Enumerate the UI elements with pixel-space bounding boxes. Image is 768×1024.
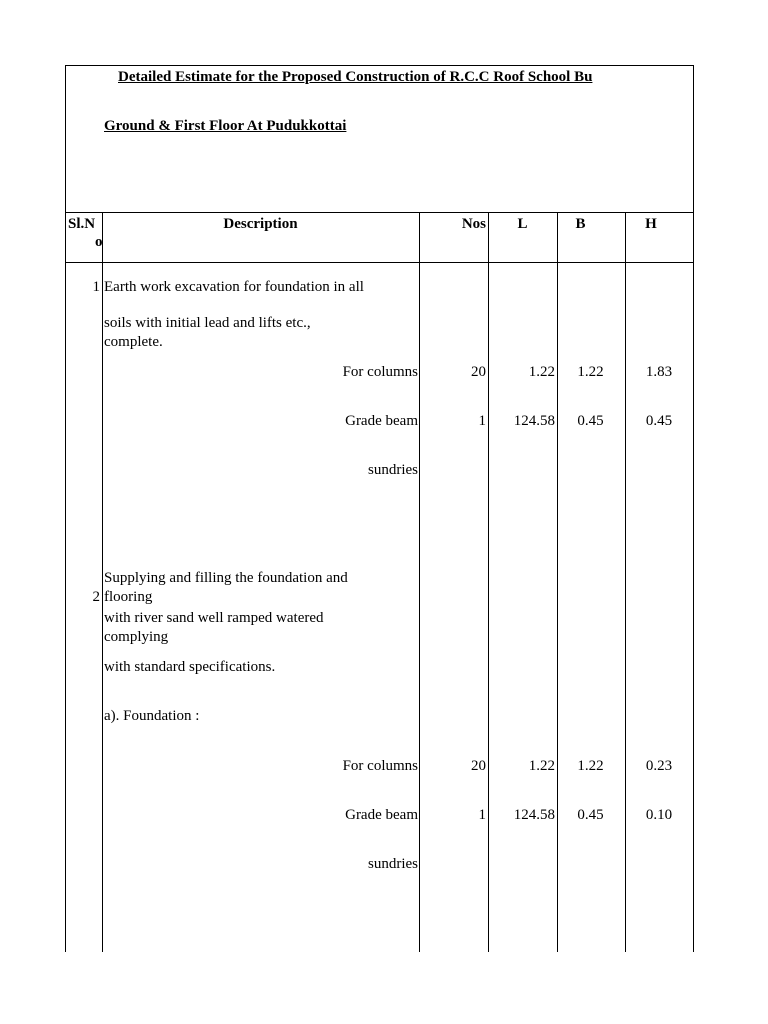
col-divider-b bbox=[625, 212, 626, 952]
item-1-row-label: sundries bbox=[368, 462, 418, 478]
right-border bbox=[693, 65, 694, 952]
col-divider-nos bbox=[488, 212, 489, 952]
col-header-slno-wrap: o bbox=[95, 234, 103, 250]
item-2-row-b: 1.22 bbox=[577, 758, 604, 774]
header-row-top-border bbox=[65, 212, 694, 213]
col-divider-slno bbox=[102, 212, 103, 952]
item-1-description-line: Earth work excavation for foundation in all bbox=[104, 279, 364, 295]
col-header-slno: Sl.N bbox=[68, 216, 96, 232]
item-1-row-h: 1.83 bbox=[645, 364, 673, 380]
item-1-row-nos: 20 bbox=[471, 364, 486, 380]
col-divider-description bbox=[419, 212, 420, 952]
col-header-h: H bbox=[645, 216, 657, 232]
left-border bbox=[65, 65, 66, 952]
title-area bbox=[66, 66, 693, 88]
item-2-row-h: 0.10 bbox=[645, 807, 673, 823]
item-1-row-nos: 1 bbox=[478, 413, 486, 429]
item-2-row-nos: 1 bbox=[478, 807, 486, 823]
col-divider-l bbox=[557, 212, 558, 952]
document-subtitle: Ground & First Floor At Pudukkottai bbox=[104, 118, 347, 134]
item-2-sub-heading: a). Foundation : bbox=[104, 708, 200, 724]
item-1-row-b: 0.45 bbox=[577, 413, 604, 429]
item-2-row-b: 0.45 bbox=[577, 807, 604, 823]
item-2-row-h: 0.23 bbox=[645, 758, 673, 774]
item-2-row-label: For columns bbox=[342, 758, 418, 774]
item-2-slno: 2 bbox=[92, 589, 100, 605]
col-header-nos: Nos bbox=[461, 216, 486, 232]
item-1-row-b: 1.22 bbox=[577, 364, 604, 380]
header-row-bottom-border bbox=[65, 262, 694, 263]
item-2-description-line: complying bbox=[104, 629, 169, 645]
item-2-row-nos: 20 bbox=[471, 758, 486, 774]
item-1-row-l: 124.58 bbox=[513, 413, 555, 429]
item-1-slno: 1 bbox=[92, 279, 100, 295]
item-2-description-line: with standard specifications. bbox=[104, 659, 276, 675]
item-1-description-line: complete. bbox=[104, 334, 163, 350]
item-2-description-line: flooring bbox=[104, 589, 153, 605]
item-2-row-label: Grade beam bbox=[345, 807, 418, 823]
item-2-row-l: 124.58 bbox=[513, 807, 555, 823]
item-1-row-l: 1.22 bbox=[528, 364, 555, 380]
col-header-l: L bbox=[517, 216, 528, 232]
item-2-row-label: sundries bbox=[368, 856, 418, 872]
item-2-description-line: Supplying and filling the foundation and bbox=[104, 570, 348, 586]
item-2-description-line: with river sand well ramped watered bbox=[104, 610, 324, 626]
item-1-description-line: soils with initial lead and lifts etc., bbox=[104, 315, 311, 331]
item-2-row-l: 1.22 bbox=[528, 758, 555, 774]
item-1-row-label: Grade beam bbox=[345, 413, 418, 429]
item-1-row-h: 0.45 bbox=[645, 413, 673, 429]
document-title: Detailed Estimate for the Proposed Construction of R.C.C Roof School Bu bbox=[118, 69, 593, 85]
item-1-row-label: For columns bbox=[342, 364, 418, 380]
col-header-description: Description bbox=[223, 216, 298, 232]
col-header-b: B bbox=[575, 216, 586, 232]
